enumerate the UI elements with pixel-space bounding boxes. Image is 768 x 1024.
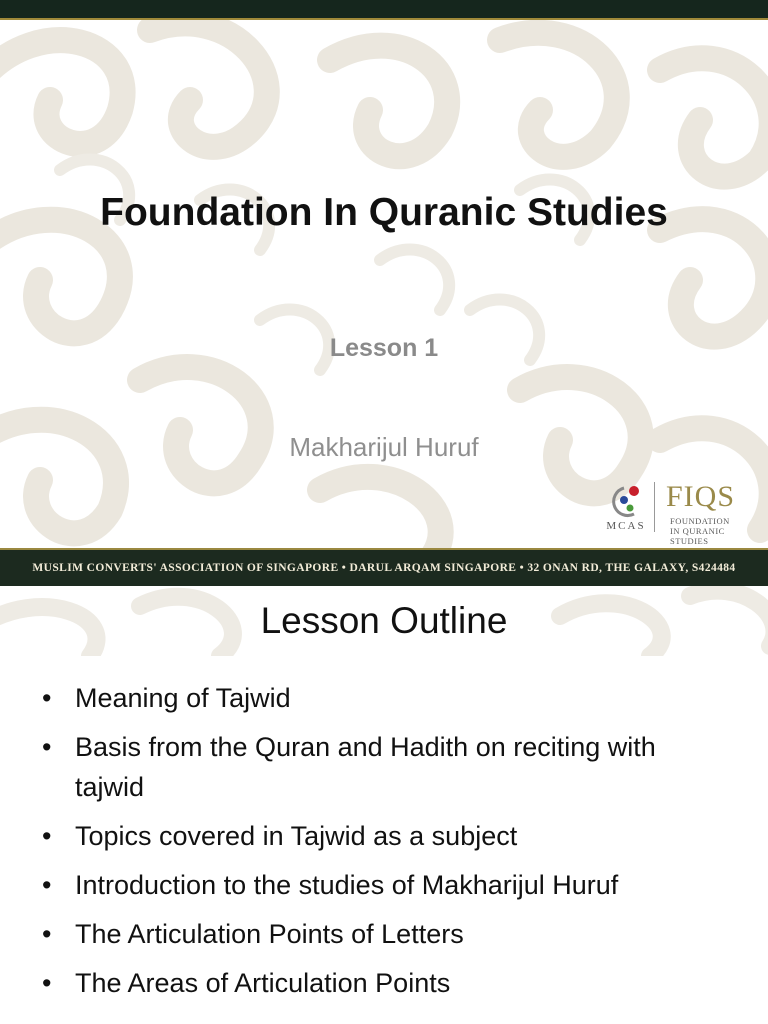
organization-logos xyxy=(600,476,756,546)
outline-slide xyxy=(0,586,768,1024)
fiqs-tagline-line2: IN QURANIC STUDIES xyxy=(670,526,725,546)
outline-bullet-item xyxy=(40,914,720,954)
outline-bullet-item xyxy=(40,678,720,718)
outline-bullet-item xyxy=(40,727,720,807)
bullet-glyph: • xyxy=(42,683,52,713)
outline-bullet-item xyxy=(40,865,720,905)
logo-divider xyxy=(654,482,655,532)
bullet-text: Introduction to the studies of Makharijul Huruf xyxy=(75,870,619,900)
mcas-logo-icon xyxy=(604,482,648,522)
swirl-background-pattern xyxy=(0,20,768,548)
lesson-topic: Makharijul Huruf xyxy=(289,432,479,462)
outline-bullet-item xyxy=(40,963,720,1003)
bullet-glyph: • xyxy=(42,821,52,851)
outline-title: Lesson Outline xyxy=(260,600,508,641)
bullet-glyph: • xyxy=(42,870,52,900)
slide-title: Foundation In Quranic Studies xyxy=(100,191,668,234)
lesson-number: Lesson 1 xyxy=(329,334,439,362)
bullet-text: Basis from the Quran and Hadith on reciting with tajwid xyxy=(75,732,656,802)
fiqs-logo-label: FIQS xyxy=(666,480,736,513)
bullet-text: Topics covered in Tajwid as a subject xyxy=(75,821,518,851)
bullet-glyph: • xyxy=(42,919,52,949)
mcas-logo-label: MCAS xyxy=(606,520,646,532)
bullet-text: The Articulation Points of Letters xyxy=(75,919,464,949)
bullet-glyph: • xyxy=(42,732,52,762)
footer-address-text: MUSLIM CONVERTS' ASSOCIATION OF SINGAPORE • DARUL ARQAM SINGAPORE • 32 ONAN RD, THE GALAXY, S424484 xyxy=(32,562,736,574)
bullet-text: Meaning of Tajwid xyxy=(75,683,291,713)
fiqs-tagline-line1: FOUNDATION xyxy=(670,516,730,526)
bullet-text: The Areas of Articulation Points xyxy=(75,968,451,998)
footer-bar xyxy=(0,548,768,586)
top-bar xyxy=(0,0,768,20)
bullet-glyph: • xyxy=(42,968,52,998)
outline-bullet-list xyxy=(40,678,720,1012)
outline-bullet-item xyxy=(40,816,720,856)
